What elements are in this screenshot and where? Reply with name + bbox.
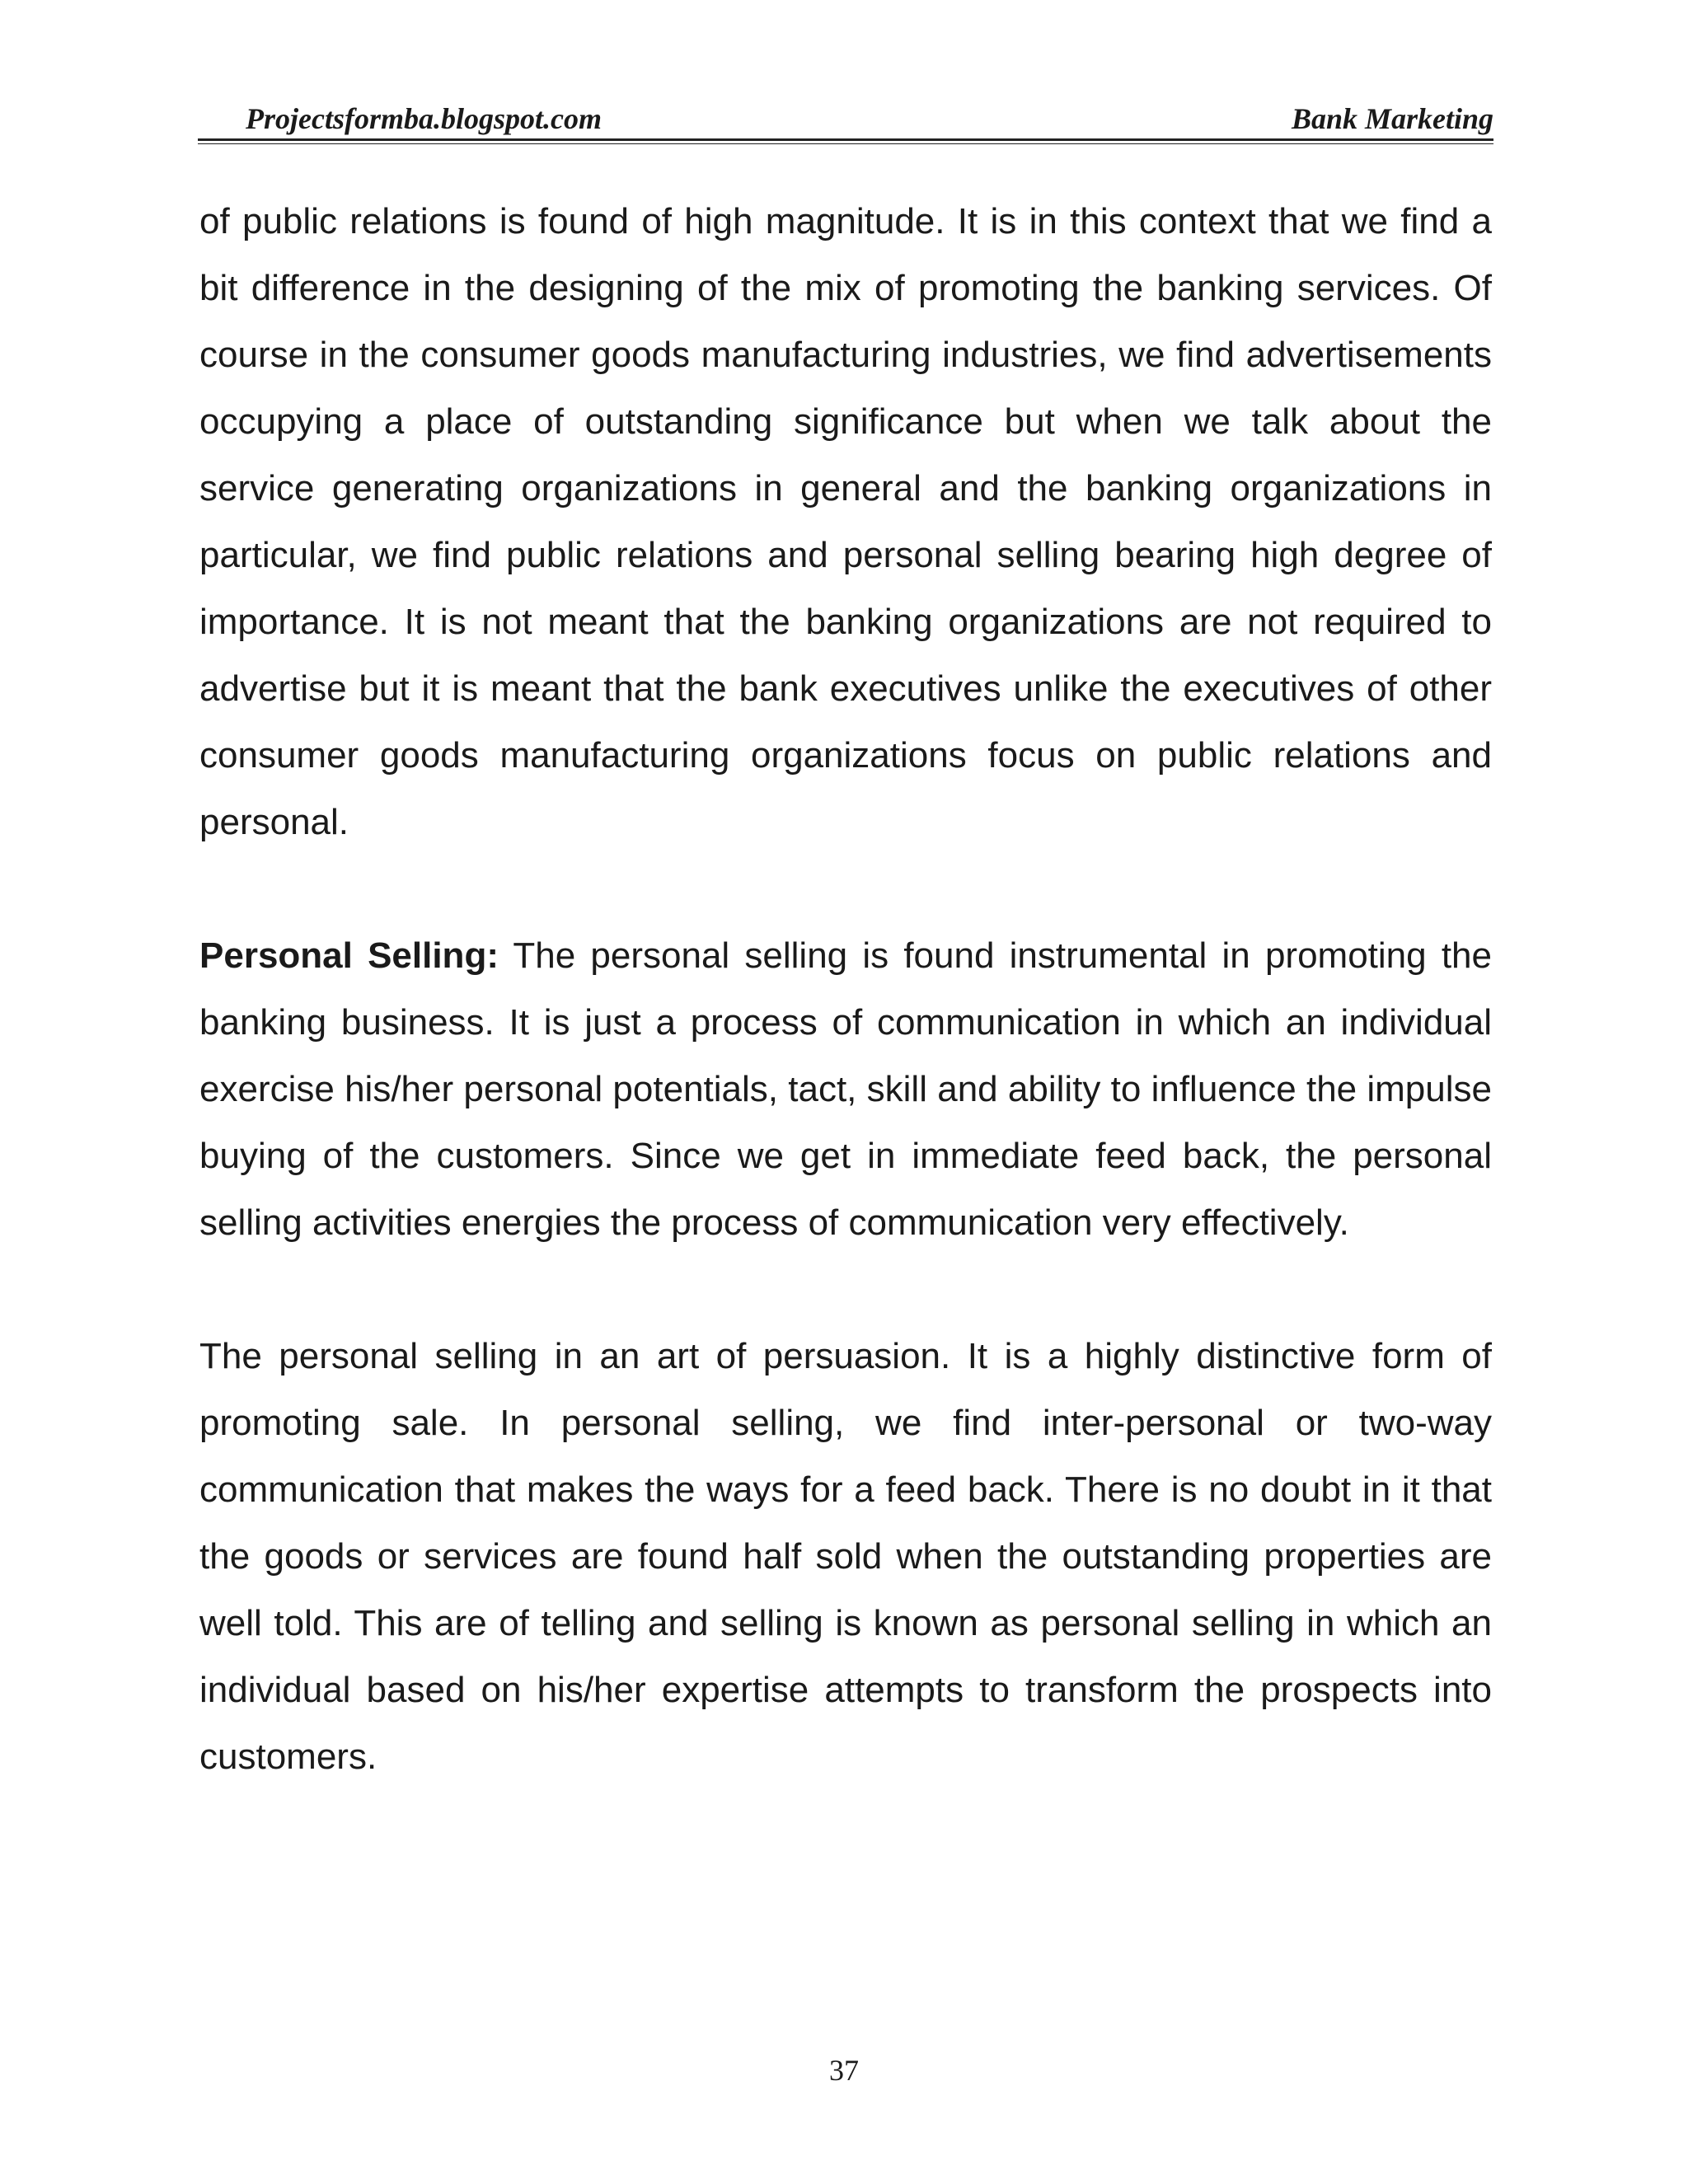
paragraph-1-text: of public relations is found of high magnitude. It is in this context that we find a bit difference in the designing of the mix of promoting the banking services. Of course in the consumer goods manufacturing industries, we find advertisements occupying a place of outstanding significance but when we talk about the service generating organizations in general and the banking organizations in particular, we find public relations and personal selling bearing high degree of importance. It is not meant that the banking organizations are not required to advertise but it is meant that the bank executives unlike the executives of other consumer goods manufacturing organizations focus on public relations and personal. [199,201,1492,842]
paragraph-2 [199,922,1492,1256]
page-header [198,97,1493,140]
header-rule-thin [198,143,1493,144]
page-number: 37 [829,2054,859,2087]
paragraph-1 [199,188,1492,855]
header-document-title: Bank Marketing [1291,102,1493,135]
body-text [199,188,1492,1790]
paragraph-2-heading: Personal Selling: [199,935,499,976]
paragraph-3-text: The personal selling in an art of persuasion. It is a highly distinctive form of promoting sale. In personal selling, we find inter-personal or two-way communication that makes the ways for a feed back. There is no doubt in it that the goods or services are found half sold when the outstanding properties are well told. This are of telling and selling is known as personal selling in which an individual based on his/her expertise attempts to transform the prospects into customers. [199,1336,1492,1777]
header-site-name: Projectsformba.blogspot.com [246,102,602,135]
header-rule-thick [198,138,1493,141]
paragraph-3 [199,1323,1492,1790]
paragraph-2-text: The personal selling is found instrumental in promoting the banking business. It is just a process of communication in which an individual exercise his/her personal potentials, tact, skill and ability to influence the impulse buying of the customers. Since we get in immediate feed back, the personal selling activities energies the process of communication very effectively. [199,935,1492,1243]
